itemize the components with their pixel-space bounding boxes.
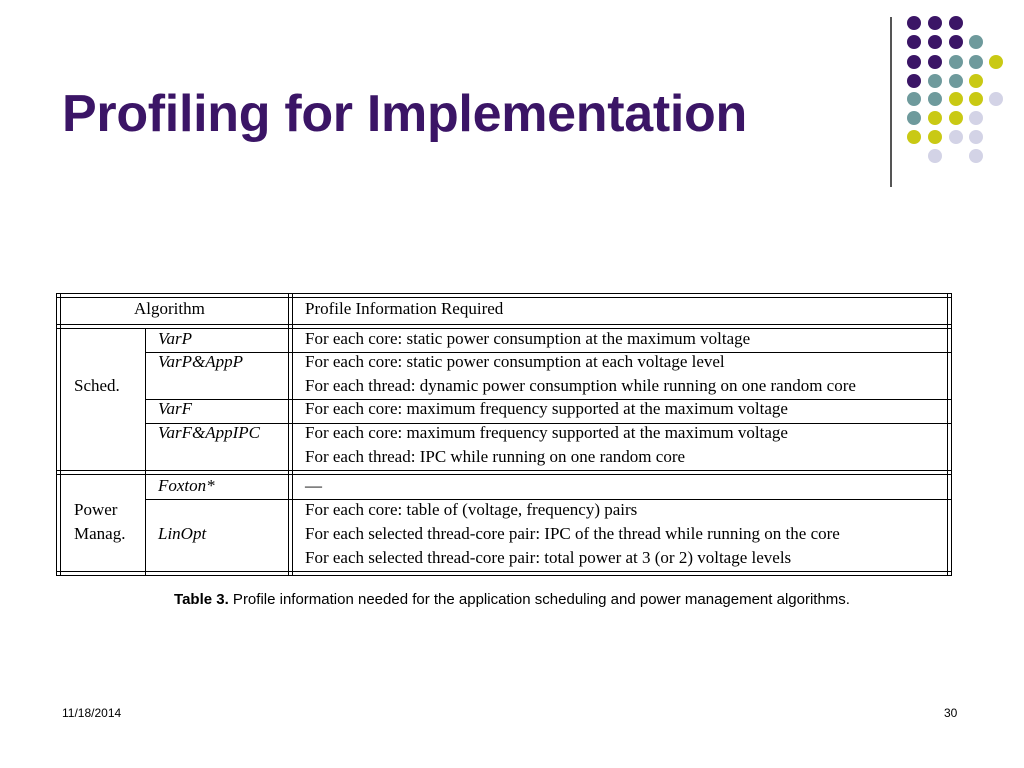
- slide-title: Profiling for Implementation: [62, 85, 747, 143]
- decorative-dot: [907, 16, 921, 30]
- decorative-dot: [949, 55, 963, 69]
- decorative-dot: [928, 92, 942, 106]
- profile-line: For each thread: dynamic power consumption while running on one random core: [305, 376, 856, 395]
- profile-table: [56, 293, 952, 576]
- header-algorithm: Algorithm: [134, 299, 205, 318]
- decorative-dot: [949, 74, 963, 88]
- decorative-dot: [969, 92, 983, 106]
- table-rule: [288, 293, 289, 576]
- decorative-dot: [907, 35, 921, 49]
- algorithm-name: VarF: [158, 399, 192, 418]
- decorative-dot: [928, 130, 942, 144]
- group-label-power: Power: [74, 500, 118, 519]
- profile-line: For each selected thread-core pair: IPC of the thread while running on the core: [305, 524, 840, 543]
- decorative-dot: [949, 16, 963, 30]
- decorative-dot: [907, 55, 921, 69]
- decorative-dot: [928, 16, 942, 30]
- decorative-dot: [969, 35, 983, 49]
- profile-line: For each core: static power consumption at the maximum voltage: [305, 329, 751, 348]
- table-rule: [56, 571, 952, 572]
- algorithm-name: VarP: [158, 329, 192, 348]
- profile-line: For each core: static power consumption at each voltage level: [305, 352, 725, 371]
- decorative-dot: [969, 74, 983, 88]
- algorithm-name: VarF&AppIPC: [158, 423, 260, 442]
- decorative-dot: [928, 149, 942, 163]
- table-caption: [0, 591, 1024, 608]
- decorative-dot: [949, 92, 963, 106]
- profile-line: —: [305, 476, 322, 495]
- table-rule: [56, 293, 952, 294]
- decorative-dot: [928, 35, 942, 49]
- decorative-dot: [907, 92, 921, 106]
- profile-line: For each core: maximum frequency supported at the maximum voltage: [305, 399, 788, 418]
- decorative-dot: [969, 111, 983, 125]
- header-profile-info: Profile Information Required: [305, 299, 504, 318]
- decorative-dot: [969, 55, 983, 69]
- decorative-dot: [969, 130, 983, 144]
- title-divider: [890, 17, 892, 187]
- decorative-dot: [928, 55, 942, 69]
- slide-date: 11/18/2014: [62, 706, 122, 720]
- decorative-dot: [928, 111, 942, 125]
- decorative-dot: [949, 130, 963, 144]
- table-rule: [56, 575, 952, 576]
- caption-label: Table 3.: [174, 591, 229, 608]
- group-label-manag: Manag.: [74, 524, 126, 543]
- profile-line: For each selected thread-core pair: total power at 3 (or 2) voltage levels: [305, 548, 792, 567]
- algorithm-name: LinOpt: [158, 524, 207, 543]
- table-rule: [60, 293, 61, 576]
- table-rule: [292, 293, 293, 576]
- decorative-dot: [907, 111, 921, 125]
- table-rule: [56, 324, 952, 325]
- decorative-dot: [989, 55, 1003, 69]
- decorative-dot: [969, 149, 983, 163]
- profile-line: For each core: table of (voltage, frequency) pairs: [305, 500, 638, 519]
- decorative-dot: [949, 35, 963, 49]
- algorithm-name: VarP&AppP: [158, 352, 243, 371]
- profile-line: For each core: maximum frequency supported at the maximum voltage: [305, 423, 788, 442]
- table-rule: [56, 470, 952, 471]
- table-rule: [947, 293, 948, 576]
- group-label-sched: Sched.: [74, 376, 120, 395]
- table-rule: [56, 293, 57, 576]
- decorative-dot: [907, 130, 921, 144]
- decorative-dot: [949, 111, 963, 125]
- slide-number: 30: [944, 706, 958, 720]
- table-rule: [145, 328, 146, 575]
- algorithm-name: Foxton*: [158, 476, 215, 495]
- profile-line: For each thread: IPC while running on one random core: [305, 447, 686, 466]
- decorative-dot: [989, 92, 1003, 106]
- decorative-dot: [928, 74, 942, 88]
- decorative-dot: [907, 74, 921, 88]
- table-rule: [951, 293, 952, 576]
- caption-text: Profile information needed for the application scheduling and power management algorithms.: [228, 591, 850, 608]
